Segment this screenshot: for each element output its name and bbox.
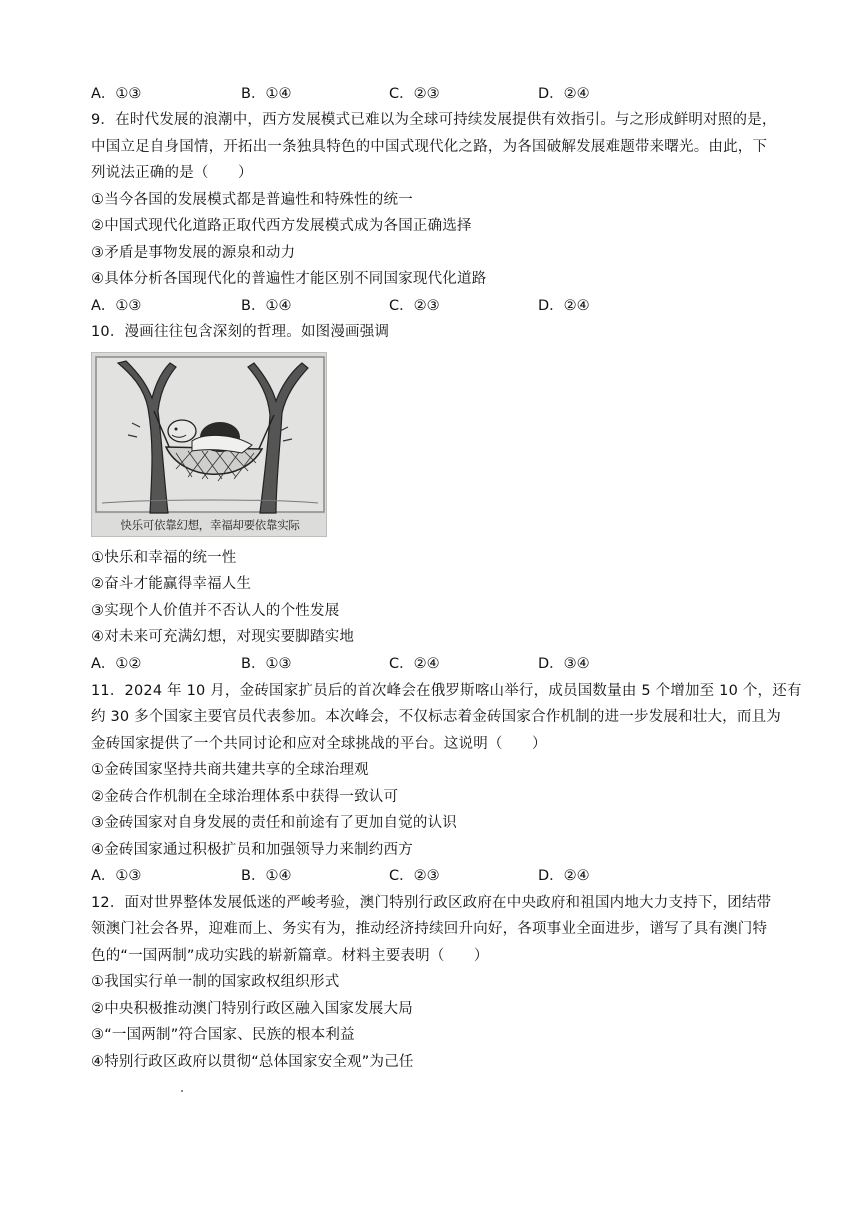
option-c: C．②④ xyxy=(389,656,440,672)
hammock-cartoon-image xyxy=(91,352,327,537)
option-d: D．②④ xyxy=(538,298,590,314)
q10-stem: 10．漫画往往包含深刻的哲理。如图漫画强调 xyxy=(91,324,390,340)
option-c: C．②③ xyxy=(389,868,440,884)
q12-stem-line-3: 色的“一国两制”成功实践的崭新篇章。材料主要表明（ ） xyxy=(91,948,489,964)
q12-item-4: ④特别行政区政府以贯彻“总体国家安全观”为己任 xyxy=(91,1054,414,1070)
q12-stem-line-2: 领澳门社会各界，迎难而上、务实有为，推动经济持续回升向好，各项事业全面进步，谱写了具有澳门特 xyxy=(91,921,768,937)
option-b: B．①④ xyxy=(241,86,292,102)
q9-stem-line-2: 中国立足自身国情，开拓出一条独具特色的中国式现代化之路，为各国破解发展难题带来曙光。由此，下 xyxy=(91,139,768,155)
option-a: A．①② xyxy=(91,656,142,672)
q12-item-3: ③“一国两制”符合国家、民族的根本利益 xyxy=(91,1027,355,1043)
q9-options xyxy=(91,296,811,316)
option-d: D．③④ xyxy=(538,656,590,672)
q11-stem-line-1: 11．2024 年 10 月，金砖国家扩员后的首次峰会在俄罗斯喀山举行，成员国数量由 5 个增加至 10 个，还有 xyxy=(91,683,802,699)
cartoon-drawing xyxy=(92,353,327,516)
q9-item-2: ②中国式现代化道路正取代西方发展模式成为各国正确选择 xyxy=(91,218,472,234)
q10-options xyxy=(91,654,811,674)
option-d: D．②④ xyxy=(538,868,590,884)
q11-item-1: ①金砖国家坚持共商共建共享的全球治理观 xyxy=(91,762,369,778)
option-a: A．①③ xyxy=(91,868,142,884)
cartoon-caption: 快乐可依靠幻想，幸福却要依靠实际 xyxy=(92,514,327,536)
q11-item-2: ②金砖合作机制在全球治理体系中获得一致认可 xyxy=(91,789,399,805)
option-a: A．①③ xyxy=(91,86,142,102)
q9-item-4: ④具体分析各国现代化的普遍性才能区别不同国家现代化道路 xyxy=(91,271,487,287)
q11-options xyxy=(91,866,811,886)
option-c: C．②③ xyxy=(389,298,440,314)
q11-item-4: ④金砖国家通过积极扩员和加强领导力来制约西方 xyxy=(91,842,413,858)
option-c: C．②③ xyxy=(389,86,440,102)
q9-stem-line-3: 列说法正确的是（ ） xyxy=(91,165,253,181)
q11-item-3: ③金砖国家对自身发展的责任和前途有了更加自觉的认识 xyxy=(91,815,457,831)
option-d: D．②④ xyxy=(538,86,590,102)
option-b: B．①④ xyxy=(241,298,292,314)
q11-stem-line-2: 约 30 多个国家主要官员代表参加。本次峰会，不仅标志着金砖国家合作机制的进一步发展和壮大，而且为 xyxy=(91,709,781,725)
option-b: B．①④ xyxy=(241,868,292,884)
q8-options xyxy=(91,84,811,104)
q10-item-4: ④对未来可充满幻想，对现实要脚踏实地 xyxy=(91,629,355,645)
q10-item-3: ③实现个人价值并不否认人的个性发展 xyxy=(91,603,340,619)
scan-speck xyxy=(181,1090,183,1092)
q10-item-1: ①快乐和幸福的统一性 xyxy=(91,550,237,566)
q12-item-1: ①我国实行单一制的国家政权组织形式 xyxy=(91,974,340,990)
q9-item-3: ③矛盾是事物发展的源泉和动力 xyxy=(91,245,296,261)
q9-stem-line-1: 9．在时代发展的浪潮中，西方发展模式已难以为全球可持续发展提供有效指引。与之形成鲜明对照的是， xyxy=(91,112,777,128)
option-b: B．①③ xyxy=(241,656,292,672)
q9-item-1: ①当今各国的发展模式都是普遍性和特殊性的统一 xyxy=(91,192,413,208)
q11-stem-line-3: 金砖国家提供了一个共同讨论和应对全球挑战的平台。这说明（ ） xyxy=(91,736,547,752)
q12-stem-line-1: 12．面对世界整体发展低迷的严峻考验，澳门特别行政区政府在中央政府和祖国内地大力支持下，团结带 xyxy=(91,895,772,911)
q12-item-2: ②中央积极推动澳门特别行政区融入国家发展大局 xyxy=(91,1001,413,1017)
q10-item-2: ②奋斗才能赢得幸福人生 xyxy=(91,576,252,592)
option-a: A．①③ xyxy=(91,298,142,314)
